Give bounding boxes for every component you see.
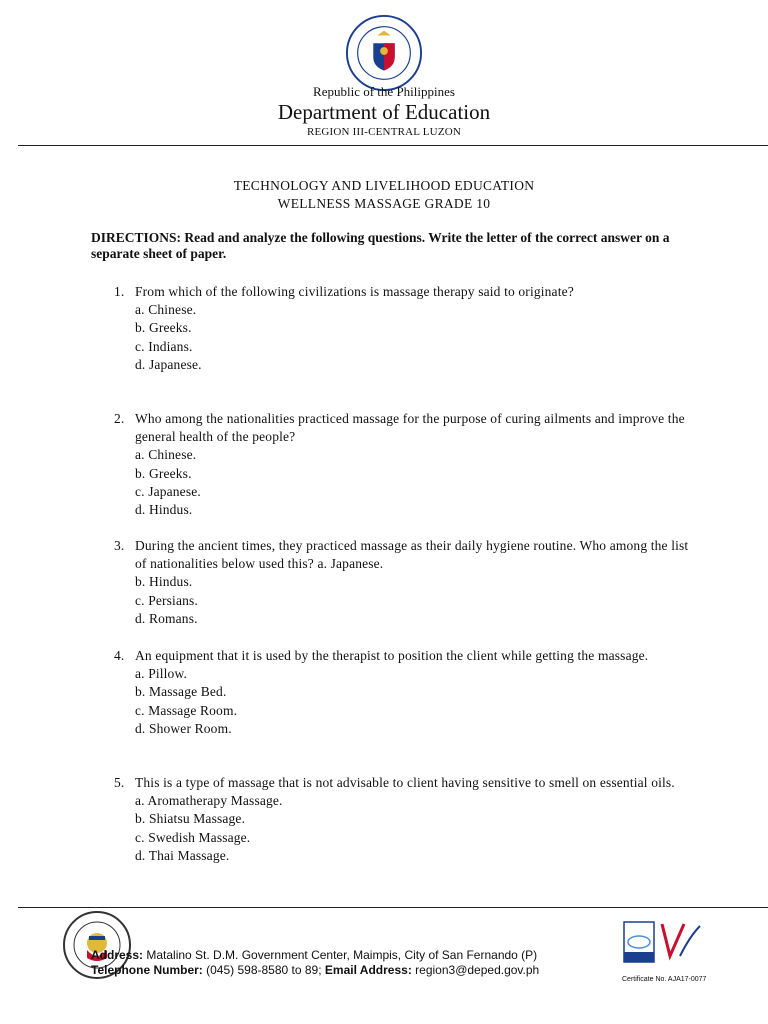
answer-choice: a. Pillow. — [135, 666, 187, 682]
subject-line-1: TECHNOLOGY AND LIVELIHOOD EDUCATION — [233, 178, 535, 193]
certificate-number: Certificate No. AJA17-0077 — [622, 976, 707, 983]
answer-choice: a. Chinese. — [135, 302, 197, 318]
answer-choice: b. Hindus. — [135, 574, 193, 590]
question-text: During the ancient times, they practiced massage as their daily hygiene routine. Who among the list of nationalities below used this? a. Japanese. — [135, 538, 689, 572]
subject-line-2: WELLNESS MASSAGE GRADE 10 — [277, 196, 491, 211]
republic-heading: Republic of the Philippines — [313, 84, 455, 99]
subject-heading — [0, 177, 768, 213]
question-stem — [114, 537, 694, 573]
question-stem — [114, 283, 694, 301]
answer-choice: c. Persians. — [135, 592, 198, 608]
question-1 — [114, 283, 694, 374]
question-number: 4. — [114, 648, 125, 663]
question-stem — [114, 774, 694, 792]
address-label: Address: — [91, 948, 144, 962]
contact-block — [91, 948, 539, 977]
header-divider — [18, 145, 768, 146]
answer-choice: b. Massage Bed. — [135, 684, 227, 700]
deped-seal-icon — [345, 14, 423, 92]
answer-choice: d. Hindus. — [135, 502, 193, 518]
phone-label: Telephone Number: — [91, 962, 203, 977]
answer-choice: b. Shiatsu Massage. — [135, 811, 246, 827]
address-value: Matalino St. D.M. Government Center, Maimpis, City of San Fernando (P) — [146, 948, 538, 962]
department-title: Department of Education — [277, 100, 491, 124]
answer-choice: a. Chinese. — [135, 447, 197, 463]
question-number: 1. — [114, 284, 125, 299]
directions-text: DIRECTIONS: Read and analyze the following questions. Write the letter of the correct answer on a separate sheet of paper. — [91, 230, 670, 261]
question-text: From which of the following civilizations is massage therapy said to originate? — [135, 284, 574, 299]
svg-text:· · ·: · · · — [380, 19, 388, 25]
answer-choice: b. Greeks. — [135, 465, 192, 481]
aja-uvab-certification-icon — [622, 918, 704, 968]
question-number: 2. — [114, 411, 125, 426]
question-5 — [114, 774, 694, 865]
question-text: An equipment that it is used by the therapist to position the client while getting the massage. — [135, 648, 649, 663]
email-label: Email Address: — [324, 962, 412, 977]
answer-choice: d. Japanese. — [135, 356, 202, 372]
answer-choice: c. Swedish Massage. — [135, 829, 251, 845]
question-text: Who among the nationalities practiced massage for the purpose of curing ailments and improve the general health of the people? — [135, 411, 685, 445]
answer-choice: c. Massage Room. — [135, 702, 238, 718]
question-number: 3. — [114, 538, 125, 553]
question-stem — [114, 410, 694, 446]
question-2 — [114, 410, 694, 519]
region-label: REGION III-CENTRAL LUZON — [306, 126, 462, 138]
question-stem — [114, 647, 694, 665]
answer-choice: a. Aromatherapy Massage. — [135, 793, 283, 809]
answer-choice: b. Greeks. — [135, 320, 192, 336]
footer-divider — [18, 907, 768, 908]
answer-choice: c. Japanese. — [135, 483, 201, 499]
address-line — [91, 948, 539, 963]
email-value: region3@deped.gov.ph — [415, 962, 540, 977]
question-number: 5. — [114, 775, 125, 790]
answer-choice: d. Romans. — [135, 610, 198, 626]
answer-choice: d. Shower Room. — [135, 720, 232, 736]
phone-email-line — [91, 963, 539, 978]
question-4 — [114, 647, 694, 738]
question-3 — [114, 537, 694, 628]
phone-value: (045) 598-8580 to 89; — [206, 962, 322, 977]
question-text: This is a type of massage that is not advisable to client having sensitive to smell on essential oils. — [135, 775, 675, 790]
answer-choice: d. Thai Massage. — [135, 847, 230, 863]
answer-choice: c. Indians. — [135, 338, 193, 354]
